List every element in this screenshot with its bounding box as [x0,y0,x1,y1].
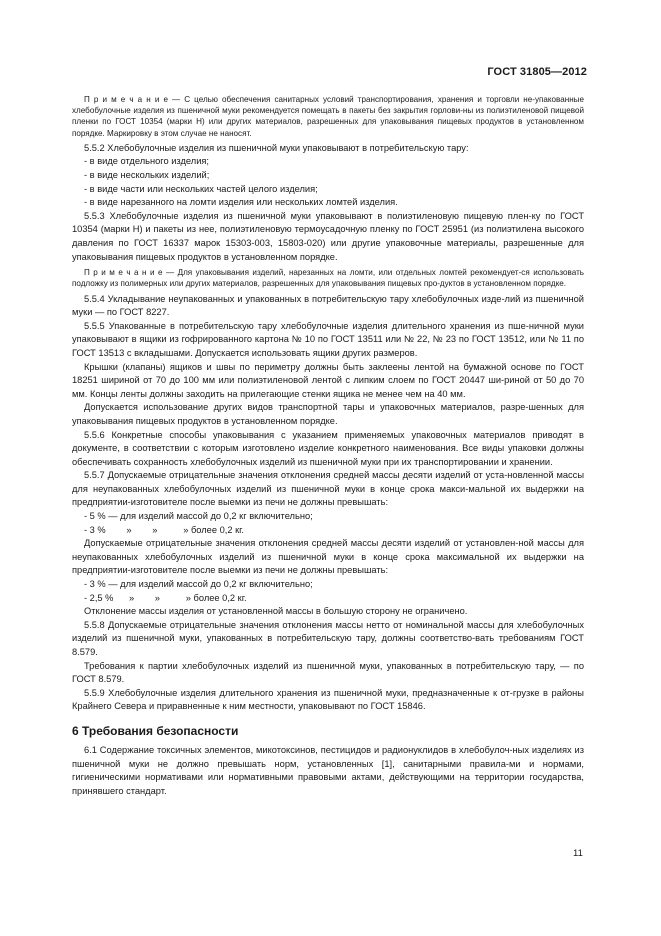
note-1 [72,94,584,139]
list-item: - 3 % » » » более 0,2 кг. [84,524,245,535]
note-2-label: П р и м е ч а н и е [84,268,163,278]
list-item: - в виде части или нескольких частей целого изделия; [84,183,318,194]
page-number: 11 [573,848,583,859]
note-2-text: — Для упаковывания изделий, нарезанных на ломти, или отдельных ломтей рекомендует-ся использовать подложку из полимерных или других материалов, разрешенных для упаковывания пищевых про-дуктов в установленном порядке. [72,268,584,289]
paragraph-6-1: 6.1 Содержание токсичных элементов, микотоксинов, пестицидов и радионуклидов в хлебобулоч-ных изделиях из пшеничной муки не должно превышать норм, установленных [1], санитарными правила-ми и нормами, гигиеническими нормативами или нормативными правовыми актами, действующими на территории государства, принявшего стандарт. [72,744,584,796]
note-1-text: — С целью обеспечения санитарных условий транспортирования, хранения и торговли не-упакованные хлебобулочные изделия из пшеничной муки рекомендуется помещать в пакеты без закрытия горлови-ны из полиэтиленовой пищевой пленки по ГОСТ 10354 (марки Н) или других материалов, разрешенных для упаковывания пищевых продуктов в установленном порядке. Маркировку в этом случае не наносят. [72,95,585,138]
section-6-title: 6 Требования безопасности [72,723,239,738]
page-body [72,94,584,798]
list-item: - в виде нескольких изделий; [84,170,210,180]
paragraph-5-5-9: 5.5.9 Хлебобулочные изделия длительного хранения из пшеничной муки, предназначенные к от-грузке в районы Крайнего Севера и приравненные к ним местности, упаковывают по ГОСТ 15846. [72,687,584,712]
paragraph-lids: Крышки (клапаны) ящиков и швы по периметру должны быть заклеены лентой на бумажной основе по ГОСТ 18251 шириной от 70 до 100 мм или полиэтиленовой лентой с липким слоем по ГОСТ 20447 ши-риной от 50 до 70 мм. Концы ленты должны заходить на прилегающие стенки ящика не менее чем на 40 мм. [72,361,584,399]
paragraph-5-5-4: 5.5.4 Укладывание неупакованных и упакованных в потребительскую тару хлебобулочных изде-лий из пшеничной муки — по ГОСТ 8227. [72,293,584,318]
list-item: - в виде отдельного изделия; [84,156,209,167]
paragraph-batch: Требования к партии хлебобулочных изделий из пшеничной муки, упакованных в потребительскую тару, — по ГОСТ 8.579. [72,660,584,685]
paragraph-5-5-2: 5.5.2 Хлебобулочные изделия из пшеничной муки упаковывают в потребительскую тару: [84,142,469,153]
list-item: - 2,5 % » » » более 0,2 кг. [84,592,247,603]
paragraph-5-5-8: 5.5.8 Допускаемые отрицательные значения отклонения массы нетто от номинальной массы для хлебобулочных изделий из пшеничной муки, упакованных в потребительскую тару, должны соответство-вать требованиям ГОСТ 8.579. [72,619,584,657]
paragraph-5-5-6: 5.5.6 Конкретные способы упаковывания с указанием применяемых упаковочных материалов приводят в документе, в соответствии с которым изготовлено изделие конкретного наименования. Все виды упаковки должны обеспечивать сохранность хлебобулочных изделий из пшеничной муки при их транспортировании и хранении. [72,429,584,467]
paragraph-5-5-7: 5.5.7 Допускаемые отрицательные значения отклонения средней массы десяти изделий от уста-новленной массы для неупакованных хлебобулочных изделий из пшеничной муки в конце срока макси-мальной их выдержки на предприятии-изготовителе после выемки из печи не должны превышать: [72,470,584,508]
paragraph-5-5-5: 5.5.5 Упакованные в потребительскую тару хлебобулочные изделия длительного хранения из пше-ничной муки упаковывают в ящики из гофрированного картона № 10 по ГОСТ 13511 или № 22, № 23 по ГОСТ 13512, или № 11 по ГОСТ 13513 с вкладышами. Допускается использовать ящики других размеров. [72,320,584,358]
note-2 [72,267,584,289]
note-1-label: П р и м е ч а н и е [84,95,168,104]
document-code-header: ГОСТ 31805—2012 [487,66,587,78]
paragraph-no-limit: Отклонение массы изделия от установленной массы в большую сторону не ограничено. [84,606,468,617]
list-item: - в виде нарезанного на ломти изделия или нескольких ломтей изделия. [84,197,398,208]
paragraph-other-tare: Допускается использование других видов транспортной тары и упаковочных материалов, разре-шенных для упаковывания пищевых продуктов в установленном порядке. [72,402,584,426]
list-item: - 3 % — для изделий массой до 0,2 кг включительно; [84,579,313,590]
paragraph-packed-deviation: Допускаемые отрицательные значения отклонения средней массы десяти изделий от установлен-ной массы для неупакованных хлебобулочных изделий из пшеничной муки в конце срока максимальной их выдержки на предприятии-изготовителе после выемки из печи не должны превышать: [72,538,584,576]
paragraph-5-5-3: 5.5.3 Хлебобулочные изделия из пшеничной муки упаковывают в полиэтиленовую пищевую плен-ку по ГОСТ 10354 (марки Н) и пакеты из нее, полиэтиленовую термоусадочную пленку по ГОСТ 25951 (из полиэтилена высокого давления по ГОСТ 16337 марок 15303-003, 15803-020) или другие упаковочные материалы, разрешенные для упаковывания пищевых продуктов в установленном порядке. [72,210,584,262]
list-item: - 5 % — для изделий массой до 0,2 кг включительно; [84,511,313,522]
